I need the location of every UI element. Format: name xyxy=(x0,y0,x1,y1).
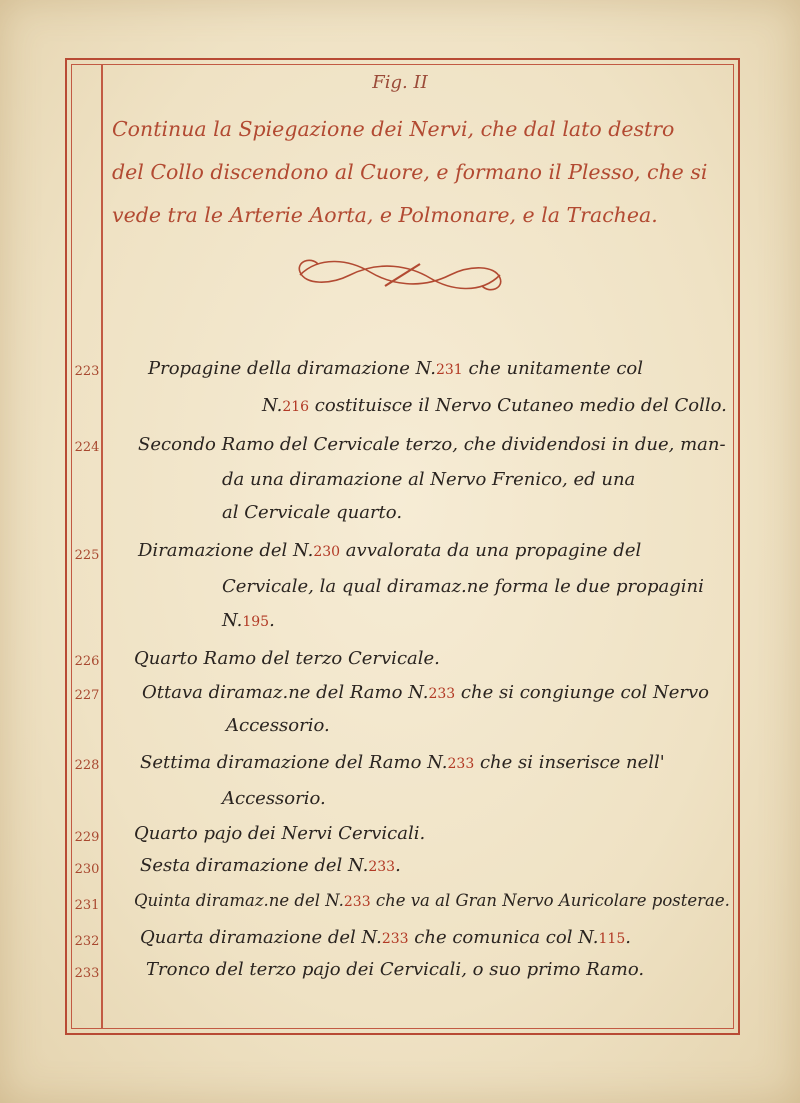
entry-text: che si inserisce nell' xyxy=(474,752,665,773)
reference-number: 233 xyxy=(343,894,371,910)
entry-text: Quarta diramazione del N. xyxy=(140,927,382,948)
entry-number: 226 xyxy=(74,654,100,669)
entry-text: che comunica col N. xyxy=(408,927,599,948)
entry-number: 233 xyxy=(74,966,100,981)
flourish-ornament xyxy=(290,250,510,300)
entry-line xyxy=(140,855,401,876)
entry-number: 228 xyxy=(74,758,100,773)
entry-text: Sesta diramazione del N. xyxy=(140,855,369,876)
entry-number: 230 xyxy=(74,862,100,877)
entry-text: . xyxy=(395,855,401,876)
reference-number: 233 xyxy=(368,859,396,875)
entry-line: Accessorio. xyxy=(226,715,330,736)
reference-number: 233 xyxy=(428,686,456,702)
reference-number: 233 xyxy=(381,931,409,947)
entry-line: Accessorio. xyxy=(222,788,326,809)
reference-number: 115 xyxy=(598,931,626,947)
entry-number: 227 xyxy=(74,688,100,703)
entry-number: 231 xyxy=(74,898,100,913)
entry-line xyxy=(148,358,643,379)
entry-text: Settima diramazione del Ramo N. xyxy=(140,752,448,773)
entry-line xyxy=(142,682,709,703)
entry-number: 229 xyxy=(74,830,100,845)
entry-text: che unitamente col xyxy=(462,358,643,379)
entry-line xyxy=(262,395,727,416)
reference-number: 230 xyxy=(313,544,341,560)
entry-text: N. xyxy=(262,395,283,416)
entry-line xyxy=(222,610,275,631)
page-heading xyxy=(112,108,732,237)
entry-line xyxy=(134,891,730,910)
entry-text: Propagine della diramazione N. xyxy=(148,358,436,379)
heading-line-2: del Collo discendono al Cuore, e formano il Plesso, che si xyxy=(112,160,708,184)
entry-line: da una diramazione al Nervo Frenico, ed una xyxy=(222,469,636,490)
reference-number: 216 xyxy=(282,399,310,415)
entry-text: Diramazione del N. xyxy=(138,540,314,561)
reference-number: 233 xyxy=(447,756,475,772)
entry-line: Cervicale, la qual diramaz.ne forma le due propagini xyxy=(222,576,704,597)
entry-text: Quinta diramaz.ne del N. xyxy=(134,891,344,910)
reference-number: 231 xyxy=(435,362,463,378)
entry-text: . xyxy=(625,927,631,948)
entry-line xyxy=(140,752,665,773)
entry-line xyxy=(140,927,631,948)
entry-number: 232 xyxy=(74,934,100,949)
entry-text: . xyxy=(269,610,275,631)
entry-text: che va al Gran Nervo Auricolare posterae. xyxy=(370,891,730,910)
entry-number: 225 xyxy=(74,548,100,563)
entry-line xyxy=(138,540,641,561)
entry-text: Ottava diramaz.ne del Ramo N. xyxy=(142,682,429,703)
figure-label: Fig. II xyxy=(372,72,428,93)
entry-number: 223 xyxy=(74,364,100,379)
entry-number: 224 xyxy=(74,440,100,455)
entry-text: che si congiunge col Nervo xyxy=(455,682,709,703)
entry-line: al Cervicale quarto. xyxy=(222,502,403,523)
entry-line: Secondo Ramo del Cervicale terzo, che dividendosi in due, man- xyxy=(138,434,726,455)
entry-text: N. xyxy=(222,610,243,631)
heading-line-1: Continua la Spiegazione dei Nervi, che dal lato destro xyxy=(112,117,675,141)
entry-text: avvalorata da una propagine del xyxy=(340,540,642,561)
entry-text: costituisce il Nervo Cutaneo medio del Collo. xyxy=(309,395,727,416)
entry-line: Quarto Ramo del terzo Cervicale. xyxy=(134,648,440,669)
entry-line: Quarto pajo dei Nervi Cervicali. xyxy=(134,823,426,844)
margin-rule xyxy=(101,64,103,1029)
reference-number: 195 xyxy=(242,614,270,630)
heading-line-3: vede tra le Arterie Aorta, e Polmonare, e la Trachea. xyxy=(112,203,658,227)
entry-line: Tronco del terzo pajo dei Cervicali, o suo primo Ramo. xyxy=(146,959,645,980)
